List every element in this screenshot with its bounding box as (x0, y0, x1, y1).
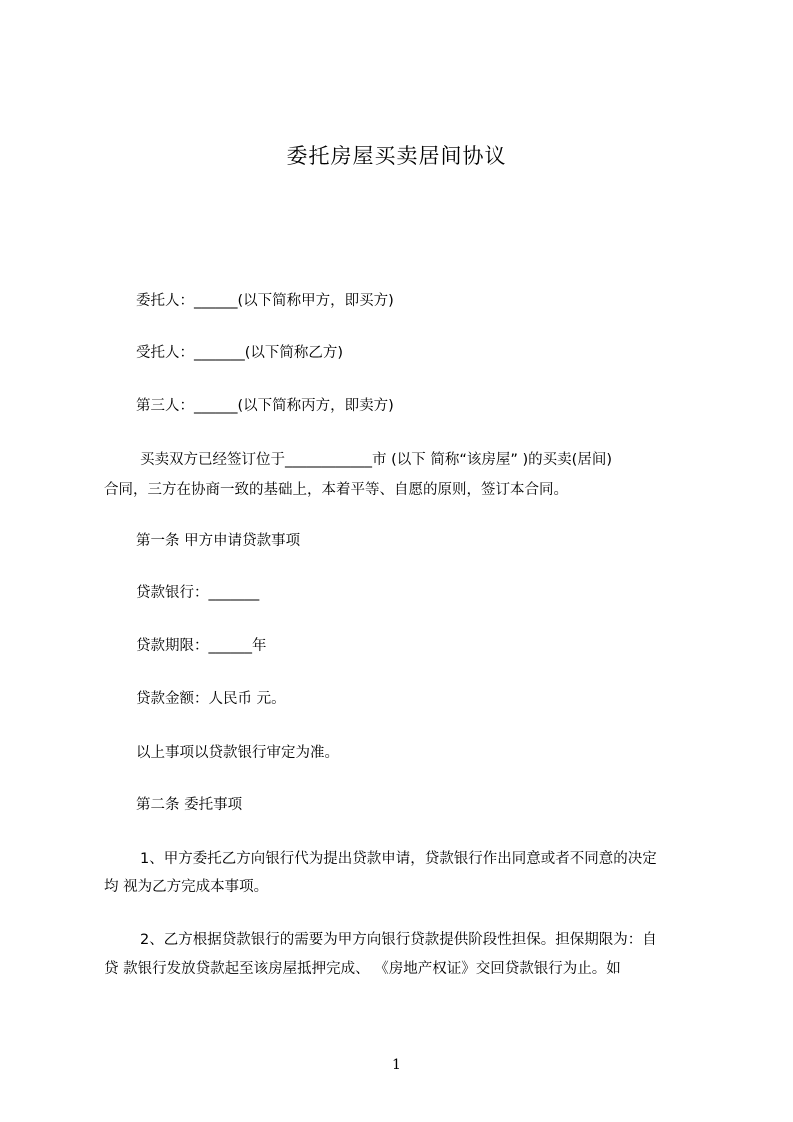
preamble-line-1: 买卖双方已经签订位于____________市 (以下 简称“该房屋” )的买卖(居间) (140, 452, 612, 468)
article-1-heading: 第一条 甲方申请贷款事项 (136, 533, 301, 549)
bank-approval-note: 以上事项以贷款银行审定为准。 (136, 745, 339, 761)
document-title: 委托房屋买卖居间协议 (286, 144, 507, 168)
loan-bank-field: 贷款银行：_______ (136, 585, 260, 601)
item-2-line-1: 2、乙方根据贷款银行的需要为甲方向银行贷款提供阶段性担保。担保期限为：自 (140, 932, 657, 948)
clause-agent: 受托人：_______(以下简称乙方) (136, 345, 344, 361)
loan-term-field: 贷款期限：______年 (136, 638, 267, 654)
clause-client: 委托人：______(以下简称甲方，即买方) (136, 293, 394, 309)
page-number: 1 (392, 1057, 401, 1073)
item-1-line-2: 均 视为乙方完成本事项。 (104, 879, 269, 895)
article-2-heading: 第二条 委托事项 (136, 797, 243, 813)
preamble-line-2: 合同，三方在协商一致的基础上，本着平等、自愿的原则，签订本合同。 (104, 482, 568, 498)
item-2-line-2: 贷 款银行发放贷款起至该房屋抵押完成、 《房地产权证》交回贷款银行为止。如 (104, 961, 621, 977)
item-1-line-1: 1、甲方委托乙方向银行代为提出贷款申请，贷款银行作出同意或者不同意的决定 (140, 851, 657, 867)
clause-third-party: 第三人：______(以下简称丙方，即卖方) (136, 398, 394, 414)
loan-amount-field: 贷款金额：人民币 元。 (136, 691, 286, 707)
